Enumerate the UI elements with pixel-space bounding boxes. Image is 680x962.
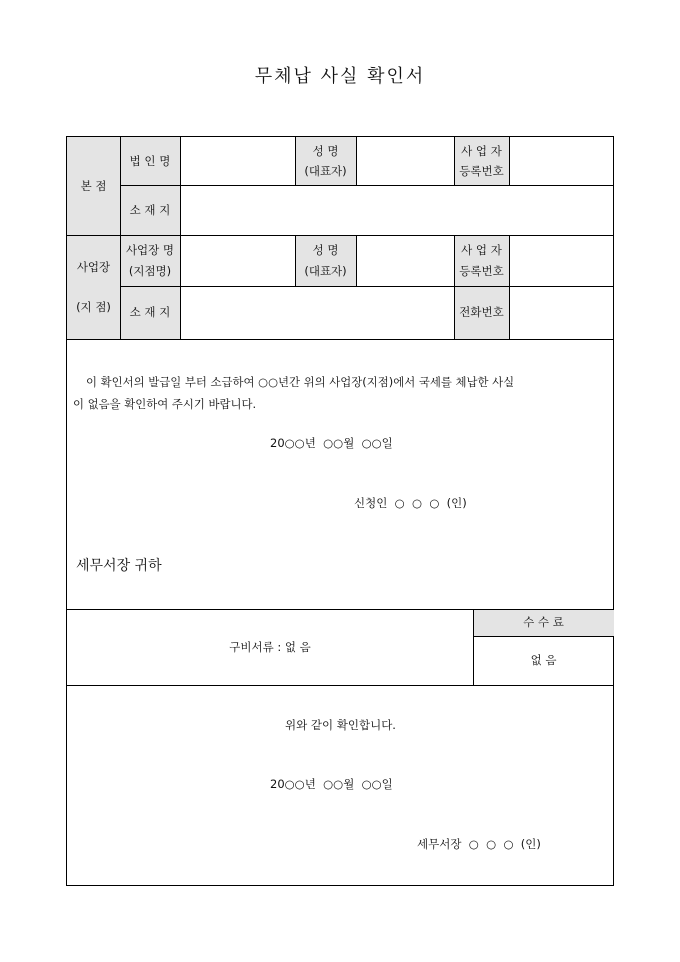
branch-bizno-field[interactable] [510,235,614,286]
divider [180,137,181,339]
branch-name-label: 사업장 명 (지점명) [120,235,180,286]
confirmation-text: 위와 같이 확인합니다. [285,717,396,732]
head-rep-field[interactable] [357,137,454,185]
fee-value: 없 음 [530,653,557,668]
divider [67,339,614,340]
divider [356,235,357,286]
divider [120,286,614,287]
head-address-label: 소 재 지 [120,185,180,235]
corp-name-label: 법 인 명 [120,137,180,185]
fee-label: 수 수 료 [473,609,614,636]
divider [295,137,296,185]
divider [67,235,614,236]
branch-address-label: 소 재 지 [120,286,180,339]
branch-section-label: 사업장 (지 점) [67,235,120,339]
branch-rep-label: 성 명 (대표자) [295,235,356,286]
head-address-field[interactable] [181,185,614,235]
divider [454,137,455,185]
branch-bizno-label: 사 업 자 등록번호 [454,235,509,286]
form-frame [66,136,614,886]
required-documents: 구비서류 : 없 음 [229,639,311,654]
divider [67,685,614,686]
branch-phone-field[interactable] [510,286,614,339]
request-text-line2: 이 없음을 확인하여 주시기 바랍니다. [73,397,257,411]
branch-rep-field[interactable] [357,235,454,286]
confirmation-date: 20○○년 ○○월 ○○일 [270,777,393,791]
head-rep-label: 성 명 (대표자) [295,137,356,185]
divider [356,137,357,185]
tax-office-signature: 세무서장 ○ ○ ○ (인) [417,837,541,851]
addressee: 세무서장 귀하 [76,558,162,574]
branch-phone-label: 전화번호 [454,286,509,339]
divider [454,235,455,339]
head-bizno-label: 사 업 자 등록번호 [454,137,509,185]
request-date: 20○○년 ○○월 ○○일 [270,436,393,450]
corp-name-field[interactable] [181,137,295,185]
head-office-section-label: 본 점 [67,137,120,235]
request-text-line1: 이 확인서의 발급일 부터 소급하여 ○○년간 위의 사업장(지점)에서 국세를 체납한 사실 [86,375,515,389]
divider [509,137,510,185]
divider [120,137,121,339]
branch-name-field[interactable] [181,235,295,286]
divider [509,235,510,339]
branch-address-field[interactable] [181,286,454,339]
divider [295,235,296,286]
divider [120,185,614,186]
head-bizno-field[interactable] [510,137,614,185]
applicant-signature: 신청인 ○ ○ ○ (인) [354,496,467,510]
document-title: 무체납 사실 확인서 [254,66,426,87]
